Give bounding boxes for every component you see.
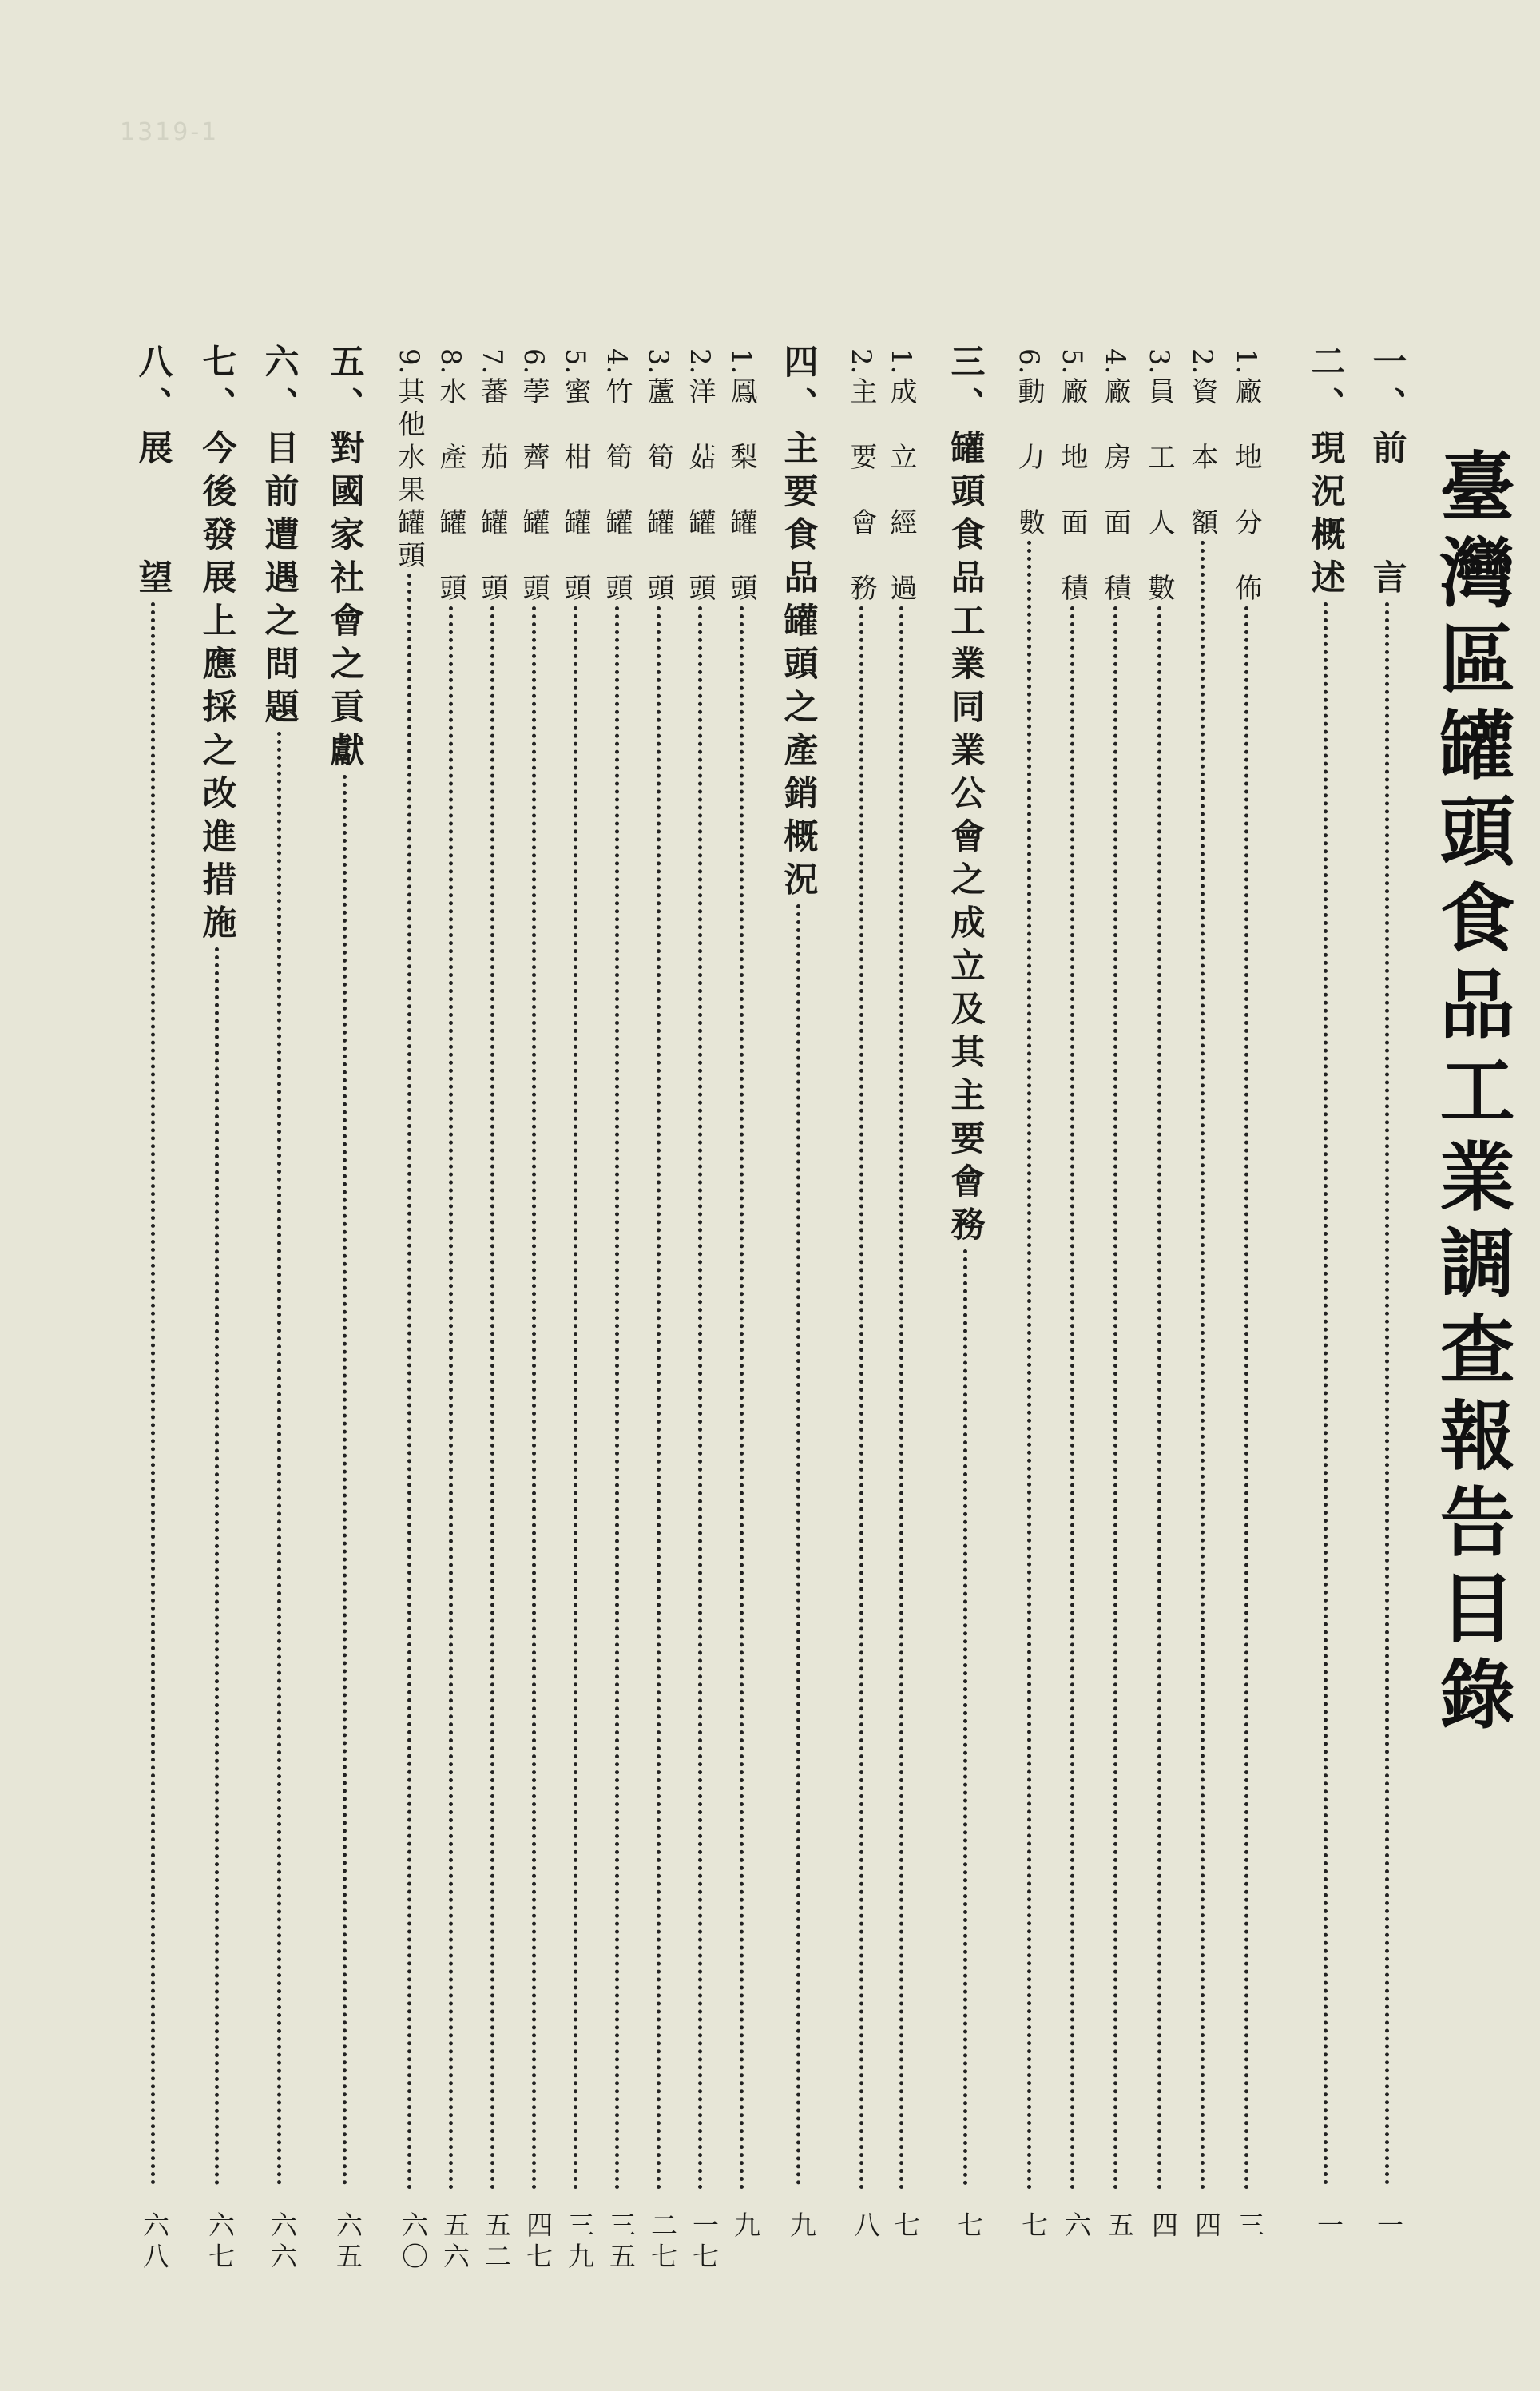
leader-dots — [1324, 602, 1328, 2186]
toc-entry-problems[interactable] — [254, 344, 304, 2197]
leader-dots — [1201, 541, 1205, 2190]
leader-dots — [215, 947, 219, 2186]
toc-number: 2. — [684, 348, 716, 375]
leader-dots — [899, 606, 903, 2190]
leader-dots — [963, 1249, 967, 2186]
toc-entry-overview[interactable] — [1300, 344, 1350, 2197]
toc-label: 蕃 茄 罐 頭 — [476, 377, 508, 607]
page-number: 四 — [1148, 2211, 1179, 2242]
toc-number: 5. — [559, 348, 591, 375]
toc-label: 荸 薺 罐 頭 — [518, 377, 550, 607]
toc-entry-improvements[interactable] — [192, 344, 241, 2197]
toc-label: 八、展 望 — [133, 344, 173, 602]
toc-entry-land-area[interactable] — [1054, 348, 1090, 2202]
leader-dots — [407, 574, 411, 2190]
toc-entry-capital[interactable] — [1184, 348, 1220, 2202]
page-numbers-row — [0, 2211, 1540, 2291]
toc-number: 8. — [435, 348, 466, 375]
toc-entry-plant-area[interactable] — [1097, 348, 1133, 2202]
page-number: 一 — [1313, 2211, 1344, 2242]
leader-dots — [859, 606, 863, 2190]
leader-dots — [1157, 606, 1161, 2190]
page-number: 三九 — [564, 2211, 595, 2274]
toc-label: 資 本 額 — [1186, 377, 1218, 542]
page-number: 九 — [786, 2211, 817, 2242]
page-number: 四七 — [522, 2211, 554, 2274]
page-number: 六 — [1061, 2211, 1092, 2242]
toc-entry-outlook[interactable] — [128, 344, 177, 2197]
toc-number: 1. — [725, 348, 757, 375]
toc-entry-contribution[interactable] — [320, 344, 369, 2197]
toc-entry-other-fruit[interactable] — [391, 348, 427, 2202]
leader-dots — [698, 606, 702, 2190]
toc-number: 9. — [393, 348, 425, 375]
leader-dots — [1070, 606, 1074, 2190]
leader-dots — [615, 606, 619, 2190]
page-number: 六五 — [332, 2211, 363, 2274]
toc-entry-employees[interactable] — [1141, 348, 1177, 2202]
toc-label: 動 力 數 — [1013, 377, 1045, 542]
toc-label: 竹 筍 罐 頭 — [601, 377, 633, 607]
toc-number: 6. — [518, 348, 550, 375]
page-number: 七 — [1018, 2211, 1049, 2242]
toc-label: 四、主要食品罐頭之產銷概況 — [778, 344, 819, 904]
page-number: 五六 — [439, 2211, 470, 2274]
page-number: 三五 — [605, 2211, 637, 2274]
leader-dots — [1244, 606, 1248, 2190]
toc-number: 7. — [476, 348, 508, 375]
toc-entry-association[interactable] — [940, 344, 990, 2197]
leader-dots — [796, 904, 800, 2186]
leader-dots — [1027, 541, 1031, 2190]
toc-entry-pineapple[interactable] — [723, 348, 760, 2202]
toc-label: 成 立 經 過 — [885, 377, 917, 607]
bleed-through-header: 1319-1 — [120, 118, 220, 146]
toc-entry-preface[interactable] — [1362, 344, 1411, 2197]
toc-label: 洋 菇 罐 頭 — [684, 377, 716, 607]
page-number: 一 — [1373, 2211, 1404, 2242]
toc-label: 員 工 人 數 — [1143, 377, 1175, 607]
page-number: 八 — [850, 2211, 881, 2242]
leader-dots — [657, 606, 661, 2190]
page-number: 六八 — [139, 2211, 170, 2274]
toc-entry-water-chestnut[interactable] — [515, 348, 552, 2202]
page-number: 五二 — [481, 2211, 512, 2274]
toc-label: 鳳 梨 罐 頭 — [725, 377, 757, 607]
toc-label: 二、現況概述 — [1305, 344, 1346, 602]
page-number: 五 — [1104, 2211, 1135, 2242]
toc-label: 主 要 會 務 — [845, 377, 877, 607]
toc-label: 一、前 言 — [1367, 344, 1407, 602]
toc-number: 1. — [1230, 348, 1262, 375]
leader-dots — [449, 606, 453, 2190]
toc-number: 3. — [642, 348, 674, 375]
toc-label: 三、罐頭食品工業同業公會之成立及其主要會務 — [945, 344, 986, 1249]
leader-dots — [574, 606, 578, 2190]
toc-label: 廠 房 面 積 — [1099, 377, 1131, 607]
toc-number: 5. — [1056, 348, 1088, 375]
toc-entry-mandarin[interactable] — [557, 348, 593, 2202]
toc-number: 6. — [1013, 348, 1045, 375]
leader-dots — [151, 602, 155, 2186]
toc-label: 廠 地 面 積 — [1056, 377, 1088, 607]
toc-entry-asparagus[interactable] — [640, 348, 677, 2202]
page-number: 四 — [1191, 2211, 1222, 2242]
page-number: 六〇 — [398, 2211, 429, 2274]
toc-label: 七、今後發展上應採之改進措施 — [196, 344, 237, 947]
page-number: 七 — [953, 2211, 984, 2242]
toc-entry-seafood[interactable] — [432, 348, 469, 2202]
toc-number: 2. — [1186, 348, 1218, 375]
page-number: 九 — [730, 2211, 761, 2242]
toc-label: 廠 地 分 佈 — [1230, 377, 1262, 607]
toc-label: 蜜 柑 罐 頭 — [559, 377, 591, 607]
toc-label: 其他水果罐頭 — [393, 377, 425, 574]
page-number: 一七 — [689, 2211, 720, 2274]
page-number: 六六 — [267, 2211, 298, 2274]
page-number: 三 — [1234, 2211, 1265, 2242]
leader-dots — [1385, 602, 1389, 2186]
toc-entry-factory-distribution[interactable] — [1228, 348, 1264, 2202]
leader-dots — [1113, 606, 1117, 2190]
toc-entry-mushroom[interactable] — [681, 348, 718, 2202]
toc-entry-founding[interactable] — [883, 348, 919, 2202]
toc-entry-production-sales[interactable] — [773, 344, 823, 2197]
leader-dots — [343, 775, 347, 2186]
toc-entry-tomato[interactable] — [474, 348, 510, 2202]
toc-entry-power[interactable] — [1010, 348, 1047, 2202]
toc-number: 4. — [1099, 348, 1131, 375]
leader-dots — [490, 606, 494, 2190]
toc-label: 六、目前遭遇之問題 — [259, 344, 300, 732]
toc-label: 五、對國家社會之貢獻 — [324, 344, 365, 775]
toc-number: 4. — [601, 348, 633, 375]
leader-dots — [532, 606, 536, 2190]
page-number: 七 — [890, 2211, 921, 2242]
toc-number: 2. — [845, 348, 877, 375]
toc-label: 水 產 罐 頭 — [435, 377, 466, 607]
toc-entry-main-affairs[interactable] — [843, 348, 879, 2202]
leader-dots — [277, 732, 281, 2186]
toc-number: 3. — [1143, 348, 1175, 375]
toc-entry-bamboo-shoot[interactable] — [598, 348, 635, 2202]
page-number: 六七 — [204, 2211, 236, 2274]
page-title: 臺灣區罐頭食品工業調查報告目錄 — [1427, 447, 1514, 1742]
page-number: 二七 — [647, 2211, 678, 2274]
toc-label: 蘆 筍 罐 頭 — [642, 377, 674, 607]
leader-dots — [740, 606, 744, 2190]
toc-number: 1. — [885, 348, 917, 375]
